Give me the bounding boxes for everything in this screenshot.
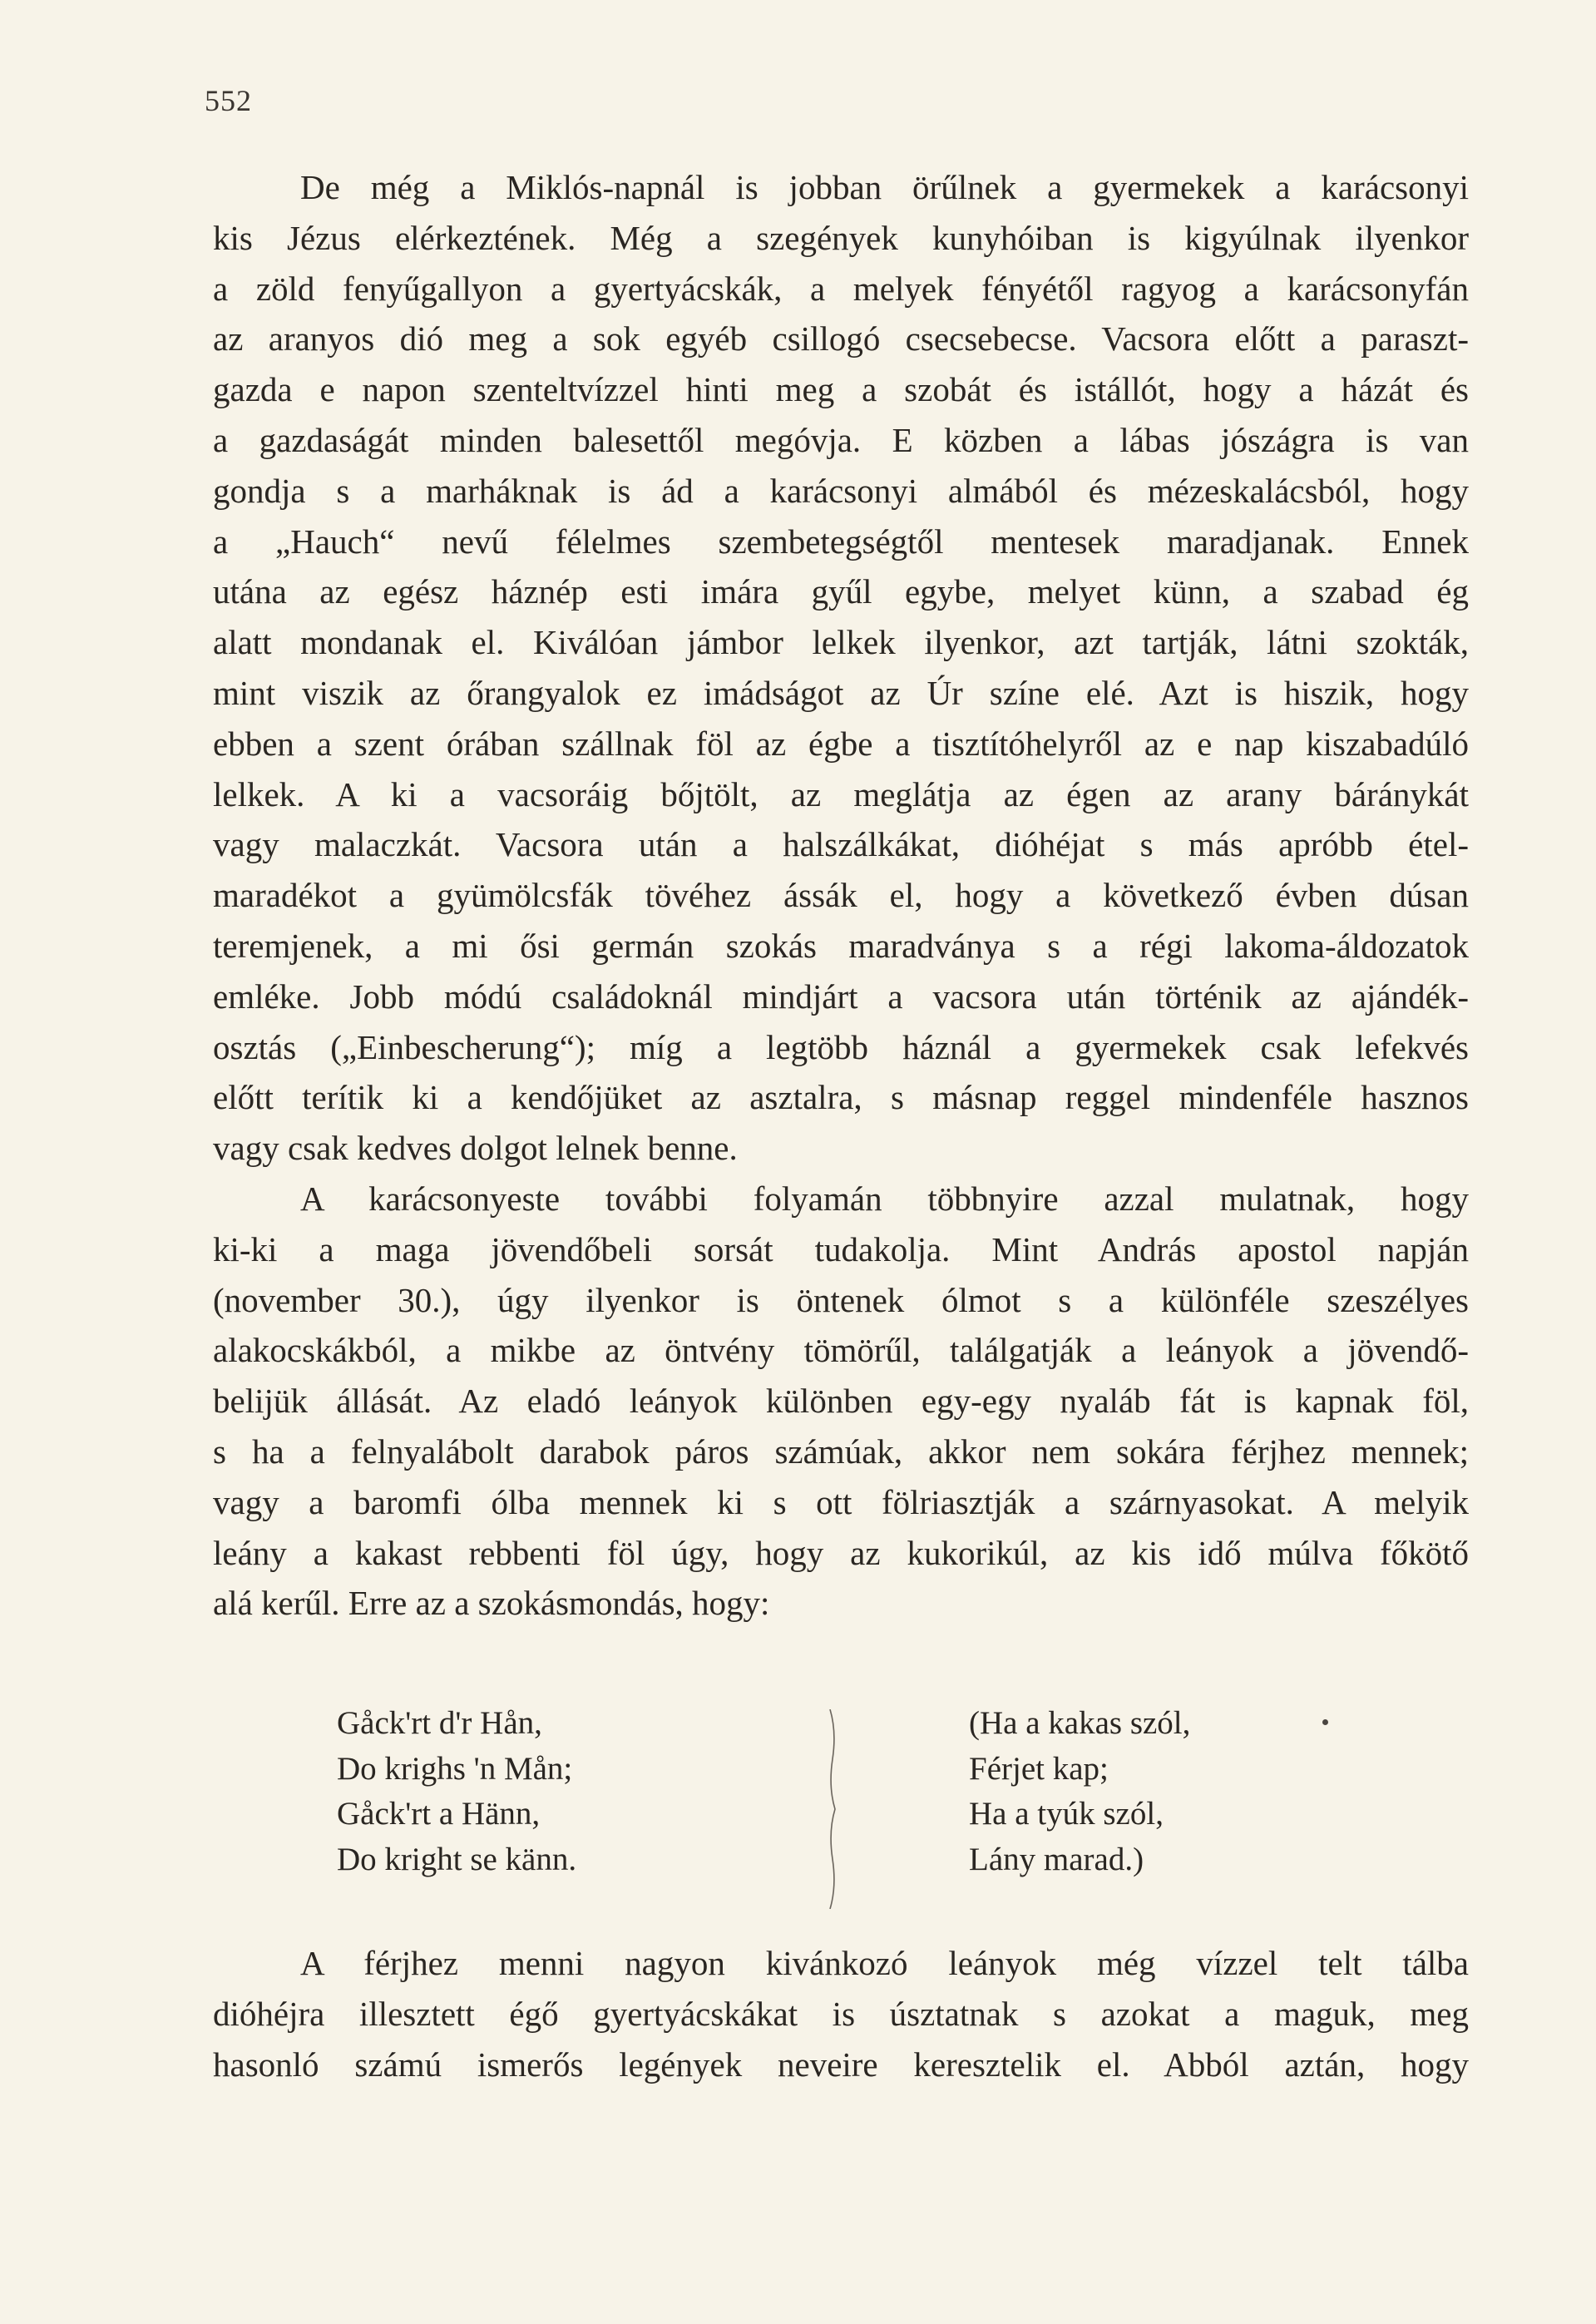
- text-line: a zöld fenyűgallyon a gyertyácskák, a melyek fényétől ragyog a karácsonyfán: [213, 269, 1469, 308]
- text-line: emléke. Jobb módú családoknál mindjárt a vacsora után történik az ajándék-: [213, 977, 1469, 1016]
- main-text: [213, 162, 1469, 1629]
- verse-line: Do kright se känn.: [337, 1841, 577, 1877]
- paragraph-1: [213, 162, 1469, 1174]
- verse-line: Gåck'rt d'r Hån,: [337, 1705, 542, 1741]
- text-line: ki-ki a maga jövendőbeli sorsát tudakolja. Mint András apostol napján: [213, 1229, 1469, 1268]
- verse-line: Férjet kap;: [969, 1750, 1109, 1787]
- text-line: belijük állását. Az eladó leányok különben egy-egy nyaláb fát is kapnak föl,: [213, 1382, 1469, 1421]
- text-line: A karácsonyeste további folyamán többnyire azzal mulatnak, hogy: [300, 1179, 1469, 1218]
- verse-line: Ha a tyúk szól,: [969, 1796, 1164, 1832]
- main-text-continued: [213, 1938, 1469, 2089]
- verse-line: Do krighs 'n Mån;: [337, 1750, 573, 1787]
- verse-line: (Ha a kakas szól,: [969, 1705, 1191, 1741]
- ink-speck: [1322, 1719, 1328, 1725]
- text-line: gondja s a marháknak is ád a karácsonyi almából és mézeskalácsból, hogy: [213, 471, 1469, 510]
- text-line: (november 30.), úgy ilyenkor is öntenek ólmot s a különféle szeszélyes: [213, 1280, 1469, 1319]
- text-line: előtt terítik ki a kendőjüket az asztalra, s másnap reggel mindenféle hasznos: [213, 1078, 1469, 1117]
- text-line: utána az egész háznép esti imára gyűl egybe, melyet künn, a szabad ég: [213, 572, 1469, 611]
- text-line: dióhéjra illesztett égő gyertyácskákat is úsztatnak s azokat a maguk, meg: [213, 1994, 1469, 2033]
- text-line: A férjhez menni nagyon kivánkozó leányok még vízzel telt tálba: [300, 1944, 1469, 1982]
- text-line: a gazdaságát minden balesettől megóvja. E közben a lábas jószágra is van: [213, 420, 1469, 459]
- verse-german: [337, 1701, 576, 1882]
- text-line: mint viszik az őrangyalok ez imádságot az Úr színe elé. Azt is hiszik, hogy: [213, 673, 1469, 712]
- text-line: az aranyos dió meg a sok egyéb csillogó csecsebecse. Vacsora előtt a paraszt-: [213, 319, 1469, 358]
- paragraph-2: [213, 1174, 1469, 1629]
- text-line: lelkek. A ki a vacsoráig bőjtölt, az meglátja az égen az arany báránykát: [213, 774, 1469, 813]
- text-line: alá kerűl. Erre az a szokásmondás, hogy:: [213, 1584, 770, 1623]
- text-line: s ha a felnyalábolt darabok páros számúak, akkor nem sokára férjhez mennek;: [213, 1431, 1469, 1471]
- text-line: osztás („Einbescherung“); míg a legtöbb háznál a gyermekek csak lefekvés: [213, 1027, 1469, 1066]
- verse-line: Gåck'rt a Hänn,: [337, 1796, 541, 1832]
- text-line: ebben a szent órában szállnak föl az égbe a tisztítóhelyről az e nap kiszabadúló: [213, 724, 1469, 763]
- text-line: vagy csak kedves dolgot lelnek benne.: [213, 1129, 738, 1168]
- text-line: a „Hauch“ nevű félelmes szembetegségtől mentesek maradjanak. Ennek: [213, 522, 1469, 561]
- paragraph-3: [213, 1938, 1469, 2089]
- text-line: vagy malaczkát. Vacsora után a halszálkákat, dióhéjat s más apróbb étel-: [213, 825, 1469, 864]
- verse-block: [333, 1701, 1464, 1926]
- text-line: teremjenek, a mi ősi germán szokás maradványa s a régi lakoma-áldozatok: [213, 926, 1469, 965]
- brace-divider: [828, 1709, 839, 1909]
- text-line: alatt mondanak el. Kiválóan jámbor lelkek ilyenkor, azt tartják, látni szokták,: [213, 623, 1469, 662]
- page-number: 552: [205, 84, 252, 117]
- verse-line: Lány marad.): [969, 1841, 1144, 1877]
- text-line: vagy a baromfi ólba mennek ki s ott fölriasztják a szárnyasokat. A melyik: [213, 1482, 1469, 1521]
- verse-hungarian: [969, 1701, 1190, 1882]
- text-line: gazda e napon szenteltvízzel hinti meg a szobát és istállót, hogy a házát és: [213, 370, 1469, 409]
- text-line: hasonló számú ismerős legények neveire keresztelik el. Abból aztán, hogy: [213, 2045, 1469, 2084]
- text-line: De még a Miklós-napnál is jobban örűlnek a gyermekek a karácsonyi: [300, 168, 1469, 206]
- text-line: kis Jézus elérkeztének. Még a szegények kunyhóiban is kigyúlnak ilyenkor: [213, 218, 1469, 257]
- text-line: maradékot a gyümölcsfák tövéhez ássák el, hogy a következő évben dúsan: [213, 876, 1469, 915]
- text-line: alakocskákból, a mikbe az öntvény tömörűl, találgatják a leányok a jövendő-: [213, 1331, 1469, 1370]
- text-line: leány a kakast rebbenti föl úgy, hogy az kukorikúl, az kis idő múlva főkötő: [213, 1533, 1469, 1572]
